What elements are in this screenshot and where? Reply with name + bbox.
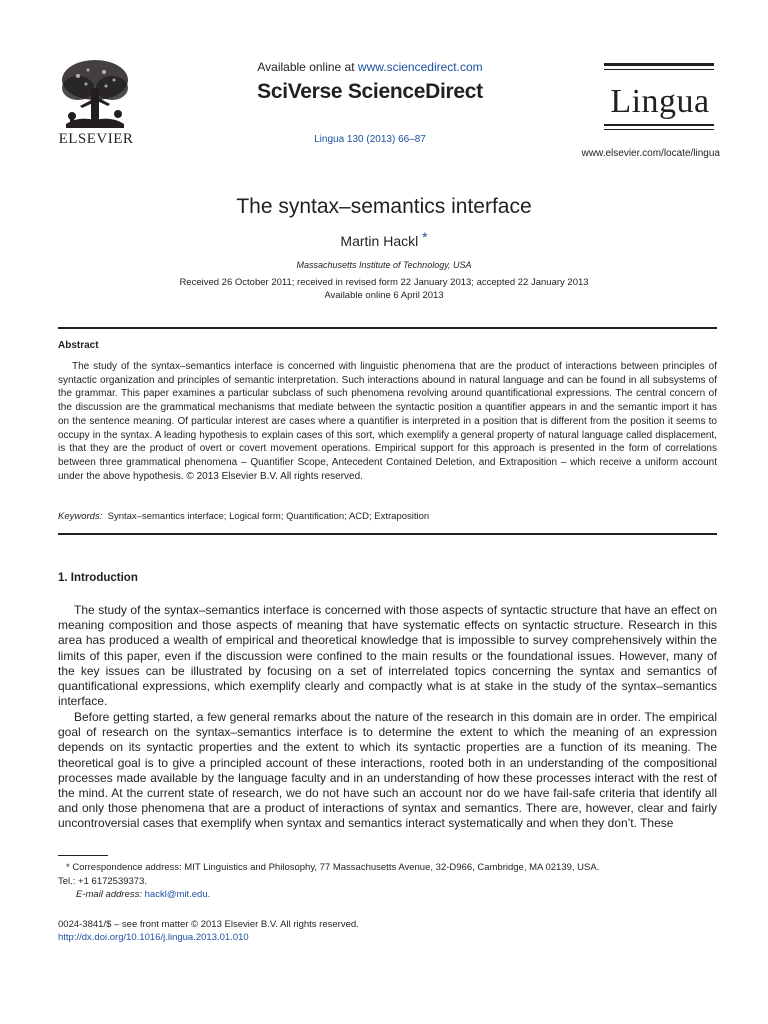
platform-name: SciVerse ScienceDirect bbox=[257, 80, 483, 103]
journal-top-rule bbox=[604, 63, 714, 66]
journal-bottom-rule bbox=[604, 124, 714, 126]
available-online-prefix: Available online at bbox=[257, 60, 358, 74]
journal-name: Lingua bbox=[610, 83, 710, 120]
elsevier-tree-logo bbox=[58, 58, 132, 130]
journal-bottom-rule-thin bbox=[604, 129, 714, 130]
abstract-top-rule bbox=[58, 327, 717, 329]
doi-link[interactable]: http://dx.doi.org/10.1016/j.lingua.2013.01.010 bbox=[58, 932, 249, 943]
publisher-name: ELSEVIER bbox=[58, 131, 134, 147]
available-online-line bbox=[200, 60, 540, 74]
correspondence-mark[interactable]: * bbox=[422, 229, 428, 245]
email-link[interactable]: hackl@mit.edu. bbox=[144, 889, 211, 900]
email-label: E-mail address: bbox=[76, 889, 142, 900]
abstract-text: The study of the syntax–semantics interface is concerned with linguistic phenomena that are the product of interactions between principles of syntactic organization and principles of semantic interpretation. Such interactions abound in natural language and can be found in all subsystems of the grammar. This paper examines a particular subclass of such phenomena revolving around quantificational expressions. The central concern of the discussion are the grammatical mechanisms that mediate between the syntactic position a quantifier appears in and the semantic import it has on the sentence meaning. Of particular interest are cases where a quantifier is interpreted in a position that is different from the position it seems to occupy in the syntax. A leading hypothesis to explain cases of this sort, which exemplify a general property of natural language called displacement, is that they are the product of overt or covert movement operations. Empirical support for this approach is presented in the form of correlations between three grammatical phenomena – Quantifier Scope, Antecedent Contained Deletion, and Extraposition – which receive a uniform account under the above hypothesis. © 2013 Elsevier B.V. All rights reserved. bbox=[58, 361, 717, 482]
intro-paragraph-2: Before getting started, a few general remarks about the nature of the research in this domain are in order. The empirical goal of research on the syntax–semantics interface is to determine the extent to which the meaning of an expression depends on its syntactic properties and the extent to which its syntactic properties are a function of its meaning. The theoretical goal is to give a principled account of these interactions, rooted both in an understanding of the compositional processes made available by the language faculty and in an understanding of how these processes interact with the rest of the mind. At the current state of research, we do not have such an account nor do we have fail-safe criteria that identify all and only those phenomena that are a product of interactions of syntax and semantics. There are, however, clear and fairly uncontroversial cases that exemplify when syntax and semantics interact systematically and when they don’t. These bbox=[58, 710, 717, 831]
sciencedirect-link[interactable]: www.sciencedirect.com bbox=[357, 60, 483, 74]
abstract-heading: Abstract bbox=[58, 340, 99, 351]
abstract-bottom-rule bbox=[58, 533, 717, 535]
article-title: The syntax–semantics interface bbox=[236, 195, 532, 218]
keywords-line bbox=[58, 511, 717, 522]
footnote-telephone: Tel.: +1 6172539373. bbox=[58, 876, 148, 887]
article-history: Received 26 October 2011; received in revised form 22 January 2013; accepted 22 January 2013 bbox=[179, 277, 589, 288]
author-affiliation: Massachusetts Institute of Technology, USA bbox=[296, 260, 472, 270]
section-heading: 1. Introduction bbox=[58, 572, 138, 584]
journal-url: www.elsevier.com/locate/lingua bbox=[581, 148, 720, 159]
author-line bbox=[0, 229, 768, 249]
intro-paragraph-1: The study of the syntax–semantics interface is concerned with those aspects of syntactic structure that have an effect on meaning composition and those aspects of meaning that have systematic effects on syntactic structure. Research in this area has produced a wealth of empirical and theoretical knowledge that is impossible to survey comprehensively within the limits of this paper, even if the discussion were confined to the main results or the foundational issues. However, many of the key issues can be illustrated by focusing on a set of interrelated topics concerning the syntax and semantics of quantificational expressions, which exemplify clearly and compactly what is at stake in the study of the syntax–semantics interface. bbox=[58, 603, 717, 709]
author-name: Martin Hackl bbox=[340, 233, 419, 249]
keywords-label: Keywords: bbox=[58, 511, 103, 522]
journal-top-rule-thin bbox=[604, 69, 714, 70]
footnote-email bbox=[76, 889, 210, 900]
available-online-date: Available online 6 April 2013 bbox=[324, 290, 444, 301]
front-matter-line: 0024-3841/$ – see front matter © 2013 Elsevier B.V. All rights reserved. bbox=[58, 919, 359, 930]
footnote-correspondence: * Correspondence address: MIT Linguistics and Philosophy, 77 Massachusetts Avenue, 32-D966, Cambridge, MA 02139, USA. bbox=[66, 862, 600, 873]
footnote-rule bbox=[58, 855, 108, 856]
keywords-list: Syntax–semantics interface; Logical form; Quantification; ACD; Extraposition bbox=[107, 511, 430, 522]
journal-citation-link[interactable]: Lingua 130 (2013) 66–87 bbox=[314, 134, 426, 145]
